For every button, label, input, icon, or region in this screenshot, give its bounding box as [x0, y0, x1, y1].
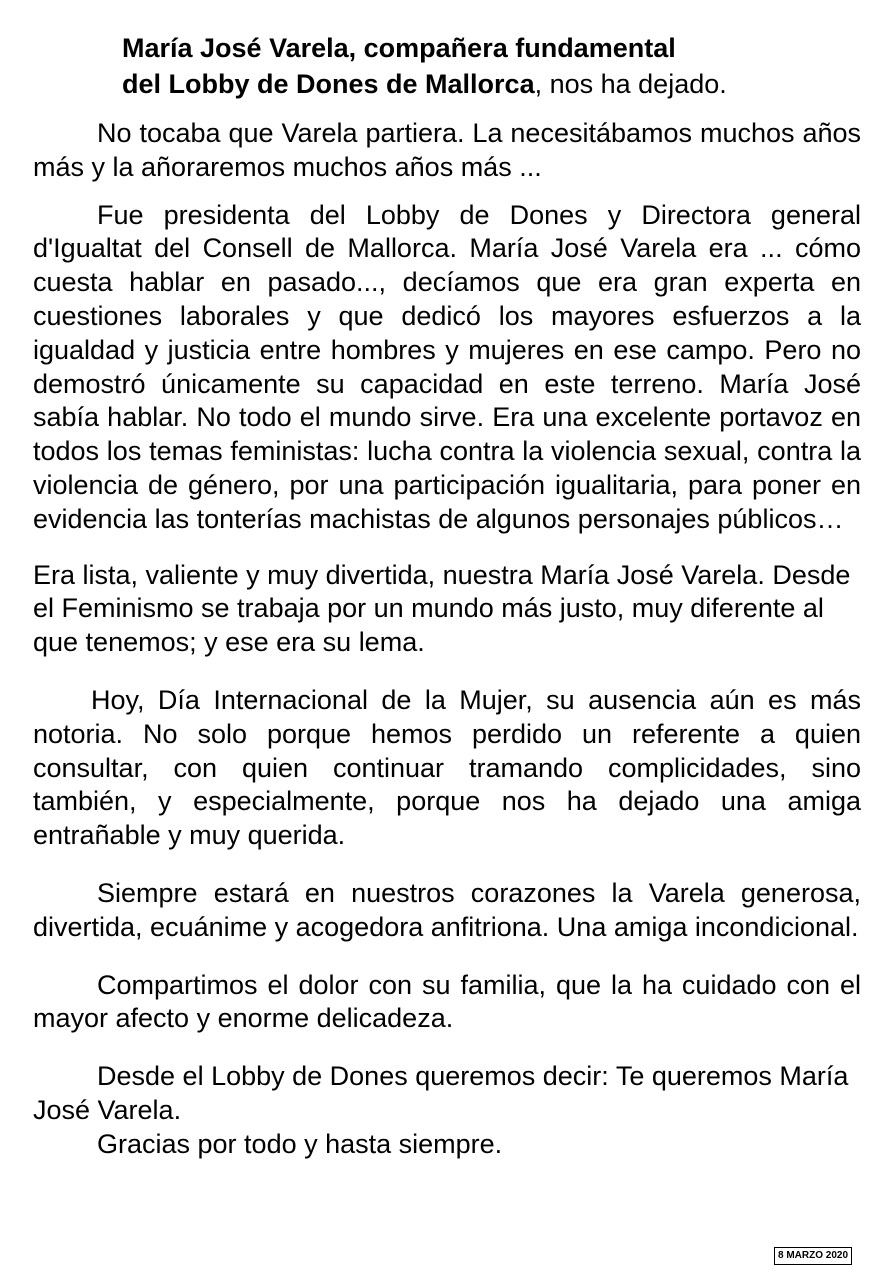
paragraph-7	[33, 1060, 861, 1128]
paragraph-7-text: Desde el Lobby de Dones queremos decir: Te queremos María José Varela.	[33, 1061, 849, 1125]
paragraph-6-text: Compartimos el dolor con su familia, que la ha cuidado con el mayor afecto y enorme delicadeza.	[33, 969, 861, 1034]
title-line-2	[122, 66, 861, 102]
paragraph-2	[33, 199, 861, 537]
paragraph-3-text: Era lista, valiente y muy divertida, nuestra María José Varela. Desde el Feminismo se trabaja por un mundo más justo, muy diferente al que tenemos; y ese era su lema.	[33, 559, 851, 658]
paragraph-5-text: Siempre estará en nuestros corazones la Varela generosa, divertida, ecuánime y acogedora anfitriona. Una amiga incondicional.	[33, 877, 861, 942]
paragraph-5	[33, 877, 861, 945]
paragraph-3	[33, 559, 861, 660]
title-line-2-rest: , nos ha dejado.	[534, 69, 727, 99]
paragraph-2-text: Fue presidenta del Lobby de Dones y Directora general d'Igualtat del Consell de Mallorca. María José Varela era ... cómo cuesta hablar en pasado..., decíamos que era gran experta en cuestiones laborales y que dedicó los mayores esfuerzos a la igualdad y justicia entre hombres y mujeres en ese campo. Pero no demostró únicamente su capacidad en este terreno. María José sabía hablar. No todo el mundo sirve. Era una excelente portavoz en todos los temas feministas: lucha contra la violencia sexual, contra la violencia de género, por una participación igualitaria, para poner en evidencia las tonterías machistas de algunos personajes públicos…	[33, 199, 861, 534]
letter-page	[33, 30, 861, 1162]
paragraph-4	[33, 684, 861, 853]
date-badge: 8 MARZO 2020	[774, 1247, 852, 1265]
title-line-2-bold: del Lobby de Dones de Mallorca	[122, 69, 535, 99]
page-title	[33, 30, 861, 102]
paragraph-1-text: No tocaba que Varela partiera. La necesitábamos muchos años más y la añoraremos muchos años más ...	[33, 118, 861, 182]
title-line-1: María José Varela, compañera fundamental	[122, 33, 676, 63]
closing-line: Gracias por todo y hasta siempre.	[97, 1128, 503, 1159]
paragraph-4-text: Hoy, Día Internacional de la Mujer, su ausencia aún es más notoria. No solo porque hemos perdido un referente a quien consultar, con quien continuar tramando complicidades, sino también, y especialmente, porque nos ha dejado una amiga entrañable y muy querida.	[33, 684, 861, 851]
paragraph-6	[33, 969, 861, 1037]
paragraph-1	[33, 117, 861, 185]
